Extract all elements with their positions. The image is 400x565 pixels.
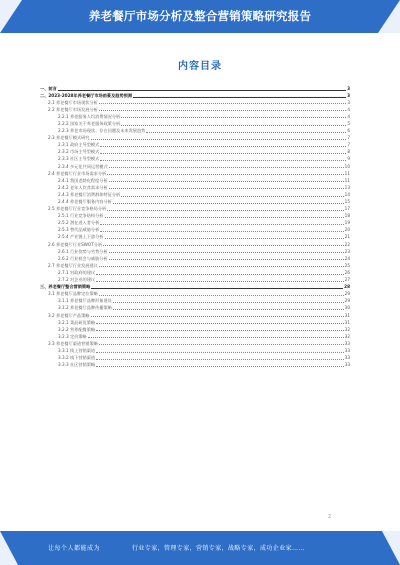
toc-leader-dots — [113, 203, 344, 204]
toc-leader-dots — [121, 125, 346, 126]
footer-slogan-right: 行业专家，管理专家，营销专家，战略专家，成功企业家…… — [132, 545, 305, 552]
toc-entry[interactable] — [40, 127, 350, 134]
toc-entry-page: 33 — [344, 340, 350, 346]
header-banner — [0, 0, 400, 33]
toc-entry-label: 2.6.2 行业机会与威胁分析 — [58, 255, 108, 261]
toc-leader-dots — [96, 323, 344, 324]
toc-entry-label: 2.6 养老餐厅行业SWOT分析 — [48, 241, 103, 247]
toc-entry[interactable] — [40, 268, 350, 275]
toc-entry[interactable] — [40, 162, 350, 169]
toc-entry-page: 17 — [344, 206, 350, 212]
toc-entry-label: 2.4.2 老年人饮食需求分析 — [58, 184, 108, 190]
toc-entry-label: 3.2 养老餐厅产品策略 — [48, 312, 90, 318]
toc-entry-label: 2.2.2 国家关于养老服务政策分析 — [58, 120, 121, 126]
toc-entry-label: 2.7.1 对政府的建议 — [58, 269, 96, 275]
toc-leader-dots — [121, 117, 346, 118]
toc-entry-page: 13 — [344, 184, 350, 190]
table-of-contents — [40, 84, 350, 368]
toc-leader-dots — [100, 146, 346, 147]
toc-entry-page: 11 — [344, 170, 350, 176]
toc-entry-page: 21 — [344, 234, 350, 240]
toc-entry[interactable] — [40, 105, 350, 112]
toc-entry-label: 2.4.3 养老餐厅消费群体特征分析 — [58, 191, 121, 197]
toc-leader-dots — [99, 344, 344, 345]
toc-entry-label: 3.2.3 定价策略 — [58, 333, 87, 339]
toc-entry-page: 3 — [347, 85, 350, 91]
toc-entry[interactable] — [40, 98, 350, 105]
toc-entry-label: 2.5 养老餐厅行业竞争格局分析 — [48, 206, 107, 212]
toc-leader-dots — [91, 316, 344, 317]
toc-entry-label: 2.3.3 社区主导型模式 — [58, 156, 100, 162]
toc-leader-dots — [113, 302, 344, 303]
toc-leader-dots — [109, 252, 344, 253]
toc-leader-dots — [100, 224, 343, 225]
toc-entry[interactable] — [40, 325, 350, 332]
page-number: 2 — [328, 514, 332, 520]
toc-entry-page: 29 — [344, 298, 350, 304]
toc-entry[interactable] — [40, 91, 350, 98]
toc-entry[interactable] — [40, 247, 350, 254]
footer-banner — [0, 531, 400, 565]
toc-entry[interactable] — [40, 311, 350, 318]
toc-leader-dots — [109, 188, 344, 189]
toc-entry-label: 3.3.3 社区营销策略 — [58, 362, 96, 368]
toc-leader-dots — [99, 295, 344, 296]
toc-entry-label: 2.5.2 潜在进入者分析 — [58, 220, 100, 226]
toc-entry-page: 7 — [347, 135, 350, 141]
toc-leader-dots — [107, 174, 343, 175]
toc-entry[interactable] — [40, 183, 350, 190]
toc-leader-dots — [109, 181, 344, 182]
toc-entry[interactable] — [40, 148, 350, 155]
toc-entry[interactable] — [40, 219, 350, 226]
toc-entry-page: 9 — [347, 156, 350, 162]
toc-entry[interactable] — [40, 290, 350, 297]
toc-entry-label: 2.3.4 多元化共同运营模式 — [58, 163, 108, 169]
toc-entry[interactable] — [40, 112, 350, 119]
toc-entry[interactable] — [40, 119, 350, 126]
toc-entry-label: 3.2.1 菜品研发策略 — [58, 319, 96, 325]
toc-leader-dots — [113, 309, 344, 310]
toc-entry-page: 33 — [344, 355, 350, 361]
toc-entry[interactable] — [40, 318, 350, 325]
toc-entry-page: 6 — [347, 128, 350, 134]
toc-leader-dots — [96, 330, 344, 331]
toc-entry-label: 2.5.1 行业竞争结构分析 — [58, 213, 104, 219]
footer-decoration-left — [0, 531, 18, 565]
toc-entry-label: 2.4.4 养老餐厅服务内容分析 — [58, 199, 112, 204]
toc-entry-page: 23 — [344, 248, 350, 254]
toc-entry-label: 2.5.4 产业链上下游分析 — [58, 234, 104, 240]
toc-entry-label: 3.1.2 养老餐厅品牌传播策略 — [58, 305, 112, 311]
report-title: 养老餐厅市场分析及整合营销策略研究报告 — [88, 9, 312, 23]
toc-entry[interactable] — [40, 254, 350, 261]
toc-entry-page: 8 — [347, 149, 350, 155]
toc-entry-label: 2.7.2 对企业的建议 — [58, 277, 96, 283]
toc-leader-dots — [121, 196, 343, 197]
toc-entry[interactable] — [40, 354, 350, 361]
toc-leader-dots — [105, 217, 344, 218]
toc-leader-dots — [88, 337, 344, 338]
header-decoration-right — [378, 0, 400, 33]
toc-entry[interactable] — [40, 304, 350, 311]
toc-entry-page: 31 — [344, 312, 350, 318]
toc-entry[interactable] — [40, 205, 350, 212]
toc-entry-page: 24 — [344, 255, 350, 261]
toc-entry-page: 25 — [344, 262, 350, 268]
toc-entry-page: 14 — [344, 191, 350, 197]
toc-leader-dots — [109, 167, 344, 168]
toc-entry[interactable] — [40, 332, 350, 339]
toc-entry[interactable] — [40, 346, 350, 353]
toc-entry-page: 5 — [347, 120, 350, 126]
toc-entry-page: 4 — [347, 106, 350, 112]
toc-entry-page: 31 — [344, 319, 350, 325]
toc-entry-label: 2.3.1 政府主导型模式 — [58, 142, 100, 148]
toc-entry[interactable] — [40, 339, 350, 346]
toc-entry[interactable] — [40, 240, 350, 247]
toc-leader-dots — [99, 110, 346, 111]
toc-leader-dots — [91, 139, 347, 140]
toc-entry[interactable] — [40, 212, 350, 219]
toc-entry[interactable] — [40, 84, 350, 91]
toc-leader-dots — [96, 366, 344, 367]
toc-entry-label: 2.3 养老餐厅模式研究 — [48, 135, 90, 141]
toc-entry-label: 2.1 养老餐厅市场现状分析 — [48, 99, 98, 105]
toc-entry[interactable] — [40, 297, 350, 304]
toc-entry-page: 18 — [344, 213, 350, 219]
toc-leader-dots — [100, 160, 346, 161]
toc-entry-page: 3 — [347, 92, 350, 98]
toc-entry-page: 7 — [347, 142, 350, 148]
toc-entry-page: 11 — [344, 177, 350, 183]
toc-entry-page: 29 — [344, 291, 350, 297]
toc-entry[interactable] — [40, 190, 350, 197]
toc-entry[interactable] — [40, 261, 350, 268]
toc-entry-page: 32 — [344, 326, 350, 332]
toc-entry-label: 2.2 养老餐厅市场发展分析 — [48, 106, 98, 112]
toc-entry-label: 2.6.1 行业优势与劣势分析 — [58, 248, 108, 254]
toc-entry-page: 3 — [347, 99, 350, 105]
toc-entry[interactable] — [40, 176, 350, 183]
toc-entry-page: 10 — [344, 163, 350, 169]
toc-entry-label: 2.7 养老餐厅行业发展建议 — [48, 262, 98, 268]
toc-entry-page: 26 — [344, 269, 350, 275]
toc-entry-label: 2.4.1 我国老龄化程度分析 — [58, 177, 108, 183]
toc-leader-dots — [103, 245, 344, 246]
toc-entry-label: 3.3 养老餐厅渠道营销策略 — [48, 340, 98, 346]
toc-leader-dots — [107, 210, 343, 211]
toc-entry-page: 4 — [347, 113, 350, 119]
toc-entry-label: 3.3.1 线上营销渠道 — [58, 347, 96, 353]
toc-entry-label: 3.1.1 养老餐厅品牌形象建设 — [58, 298, 112, 304]
toc-entry-label: 2.4 养老餐厅行业市场需求分析 — [48, 170, 107, 176]
toc-entry-page: 19 — [344, 220, 350, 226]
toc-entry[interactable] — [40, 134, 350, 141]
toc-entry-label: 2.5.3 替代品威胁分析 — [58, 227, 100, 233]
toc-leader-dots — [99, 103, 346, 104]
toc-entry[interactable] — [40, 198, 350, 205]
toc-entry-label: 3.2.2 营养配餐策略 — [58, 326, 96, 332]
toc-entry-page: 28 — [344, 284, 350, 290]
toc-entry-page: 27 — [344, 277, 350, 283]
toc-leader-dots — [96, 352, 344, 353]
toc-entry-label: 3.1 养老餐厅品牌定位策略 — [48, 291, 98, 297]
toc-entry-page: 33 — [344, 362, 350, 368]
toc-leader-dots — [100, 153, 346, 154]
toc-entry-page: 20 — [344, 227, 350, 233]
toc-entry-page: 22 — [344, 241, 350, 247]
toc-heading: 内容目录 — [178, 61, 222, 72]
toc-leader-dots — [105, 238, 344, 239]
footer-decoration-right — [382, 531, 400, 565]
toc-entry-label: 2.2.1 养老服务人均消费情况分析 — [58, 113, 121, 119]
toc-leader-dots — [96, 281, 344, 282]
toc-entry-page: 30 — [344, 305, 350, 311]
toc-entry[interactable] — [40, 226, 350, 233]
toc-leader-dots — [96, 274, 344, 275]
toc-entry[interactable] — [40, 233, 350, 240]
toc-leader-dots — [96, 359, 344, 360]
toc-entry-label: 3.3.2 线下营销渠道 — [58, 355, 96, 361]
toc-entry-label: 2.2.3 养老市场现状、存在问题及未来发展趋势 — [58, 128, 146, 134]
toc-entry-label: 二、2023-2028年养老餐厅市场前景及趋势预测 — [40, 92, 133, 98]
toc-entry-page: 33 — [344, 347, 350, 353]
toc-entry-label: 三、养老餐厅整合营销策略 — [40, 284, 91, 290]
toc-entry-label: 一、前言 — [40, 85, 57, 91]
toc-entry[interactable] — [40, 361, 350, 368]
toc-entry-page: 15 — [344, 199, 350, 204]
footer-slogan-left: 让每个人都能成为 — [48, 545, 101, 552]
toc-leader-dots — [99, 266, 344, 267]
toc-leader-dots — [109, 259, 344, 260]
toc-leader-dots — [100, 231, 343, 232]
toc-entry[interactable] — [40, 169, 350, 176]
toc-entry[interactable] — [40, 141, 350, 148]
toc-entry-page: 32 — [344, 333, 350, 339]
toc-entry[interactable] — [40, 155, 350, 162]
toc-entry[interactable] — [40, 276, 350, 283]
toc-entry-label: 2.3.2 市场主导型模式 — [58, 149, 100, 155]
toc-entry[interactable] — [40, 283, 350, 290]
toc-leader-dots — [146, 132, 346, 133]
